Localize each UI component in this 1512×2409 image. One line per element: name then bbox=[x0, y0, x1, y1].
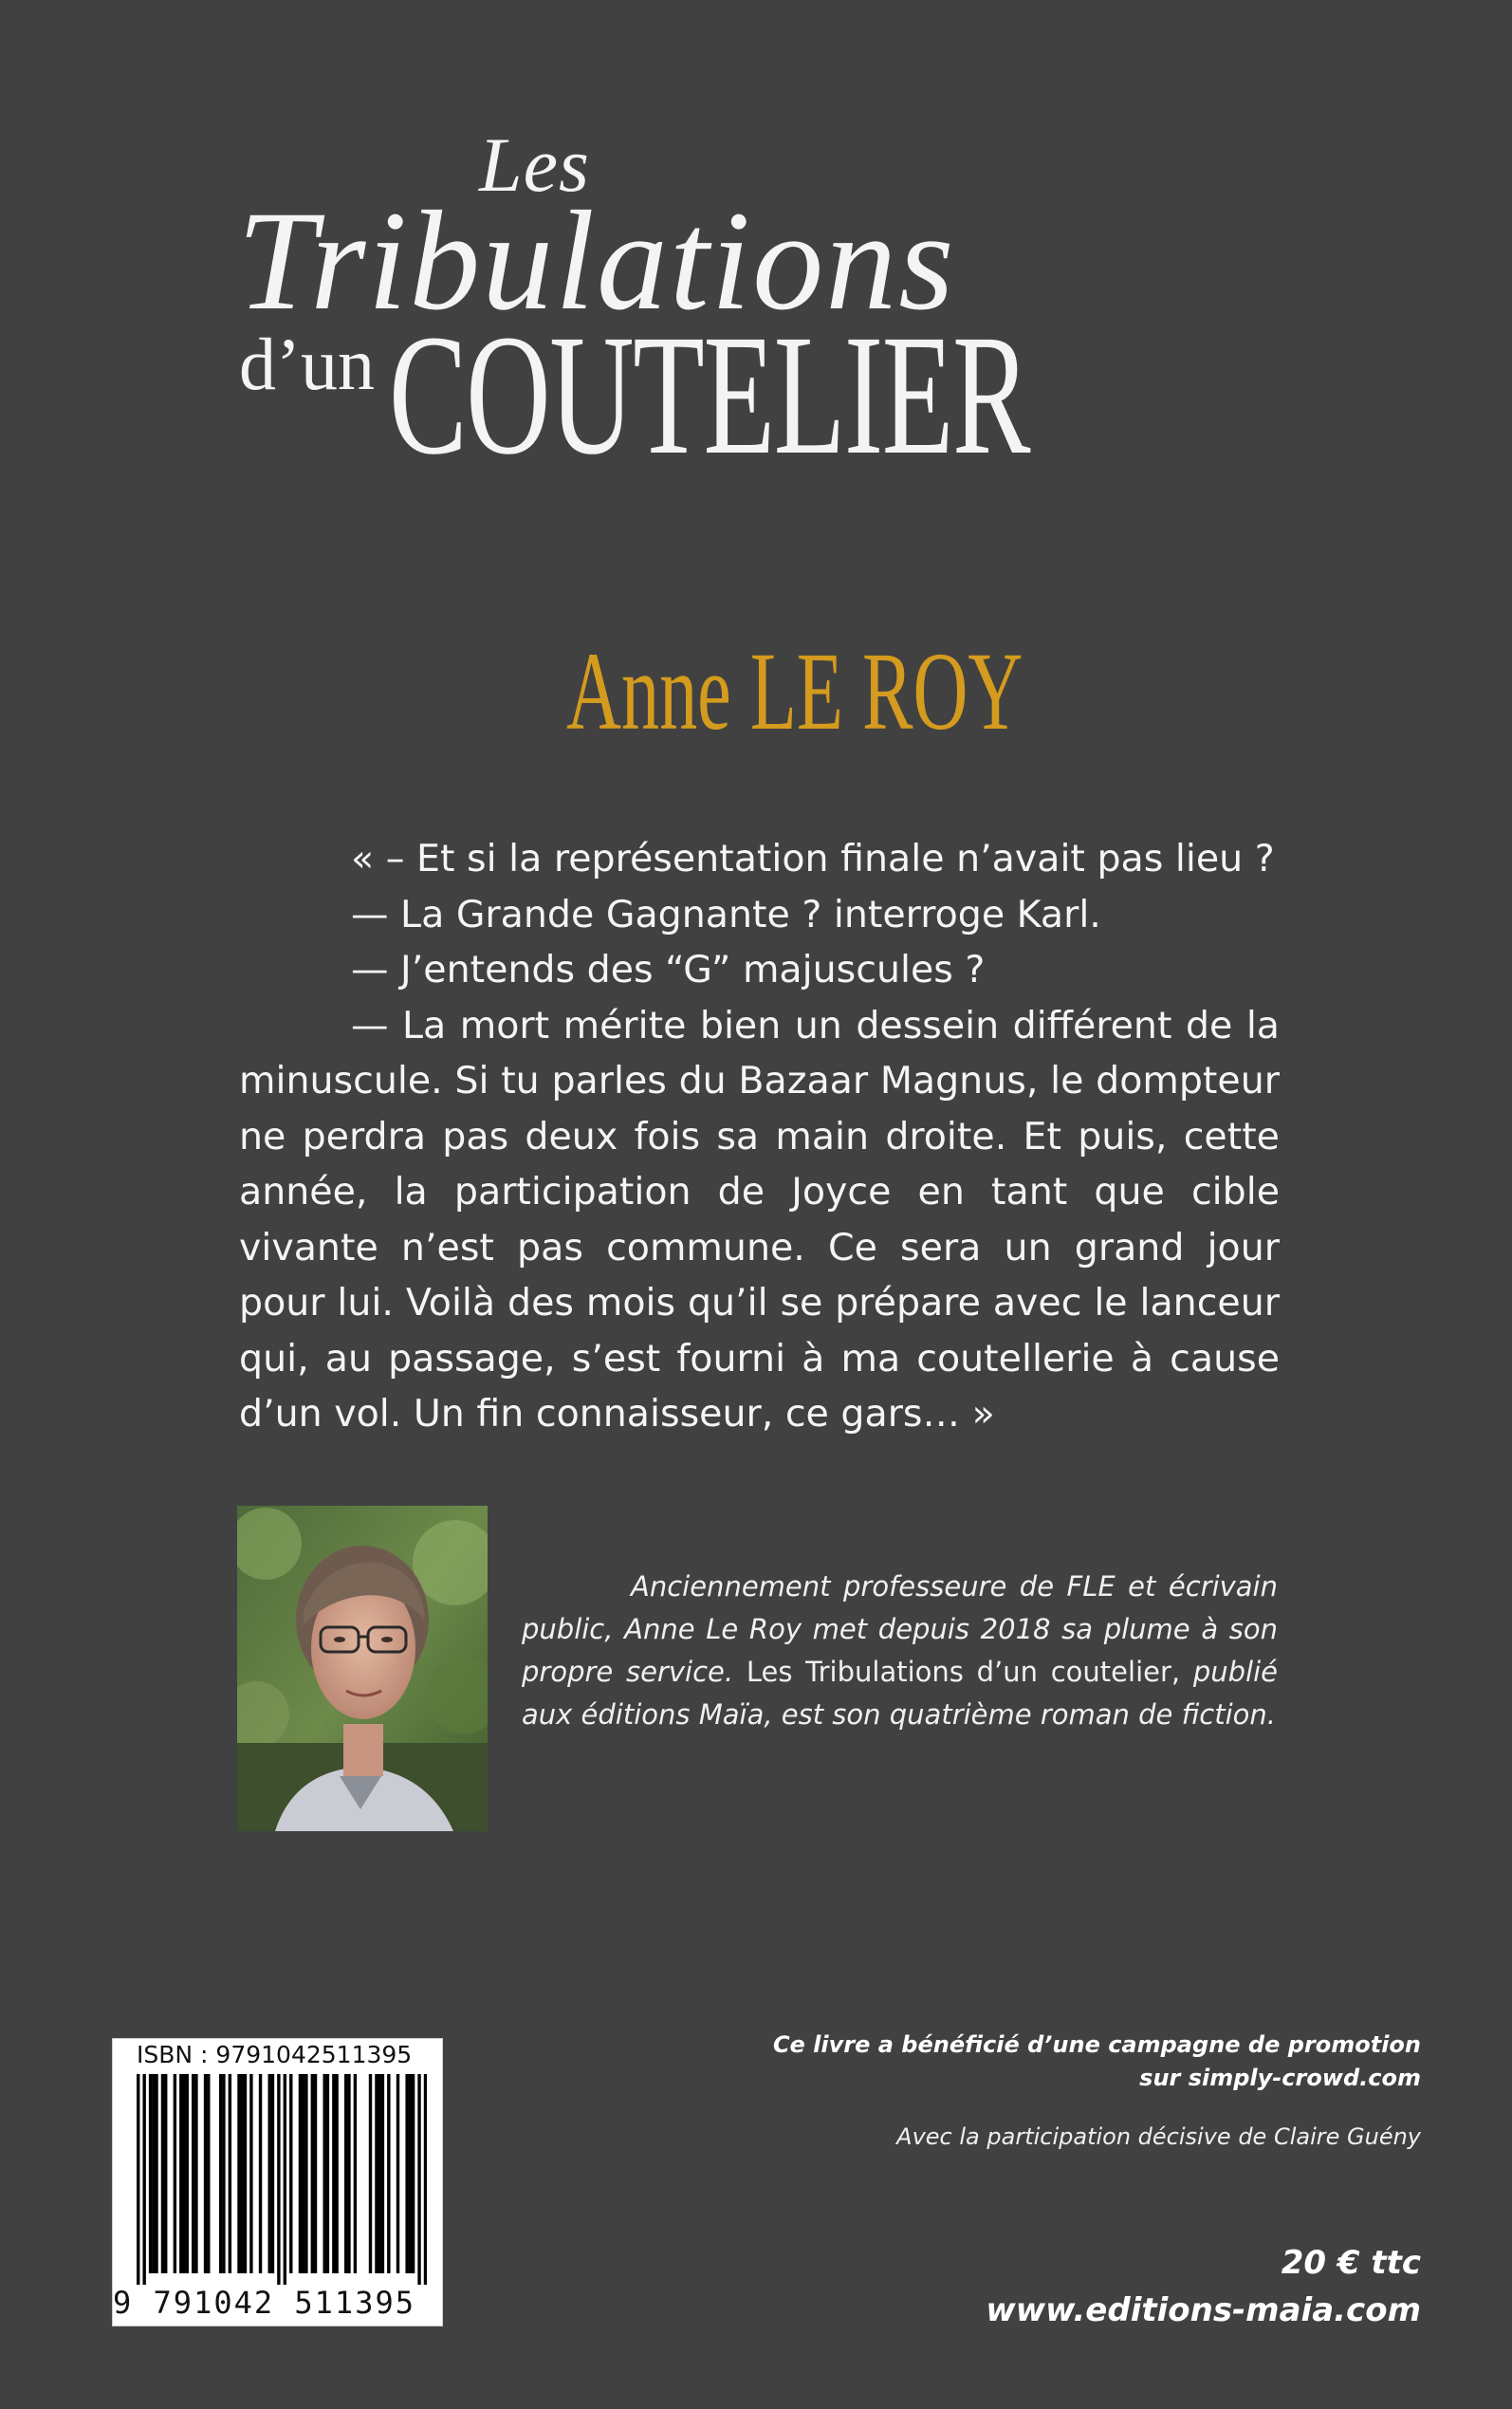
barcode-bar bbox=[149, 2074, 152, 2273]
author-name: Anne LE ROY bbox=[566, 629, 1023, 753]
title-tribulations: Tribulations bbox=[237, 182, 956, 340]
barcode-bar bbox=[249, 2074, 252, 2273]
bio-book-title: Les Tribulations d’un coutelier, bbox=[733, 1656, 1193, 1688]
excerpt-line-1: « – Et si la représentation finale n’avait pas lieu ? bbox=[351, 837, 1275, 880]
bio-part-3: publié aux éditions Maïa, est son quatrième roman de fiction. bbox=[522, 1656, 1279, 1731]
barcode-digits: 9 791042 511395 bbox=[113, 2285, 415, 2321]
barcode-bar bbox=[179, 2074, 182, 2273]
isbn-label: ISBN : 9791042511395 bbox=[137, 2041, 413, 2068]
back-cover-excerpt bbox=[239, 831, 1280, 1442]
excerpt-line-3: — J’entends des “G” majuscules ? bbox=[351, 948, 986, 991]
barcode-bar bbox=[277, 2074, 280, 2285]
barcode-bars bbox=[137, 2074, 427, 2289]
barcode-bar bbox=[271, 2074, 274, 2273]
publisher-website: www.editions-maia.com bbox=[986, 2291, 1421, 2329]
barcode-bar bbox=[417, 2074, 420, 2285]
barcode-bar bbox=[387, 2074, 390, 2273]
barcode-bar bbox=[152, 2074, 155, 2273]
barcode-bar bbox=[164, 2074, 167, 2273]
barcode-bar bbox=[326, 2074, 329, 2273]
title-les: Les bbox=[479, 121, 590, 208]
barcode-bar bbox=[219, 2074, 222, 2273]
barcode-bar bbox=[229, 2074, 231, 2273]
barcode-bar bbox=[207, 2074, 210, 2273]
barcode-bar bbox=[142, 2074, 145, 2285]
barcode-bar bbox=[405, 2074, 408, 2273]
barcode-bar bbox=[186, 2074, 189, 2273]
barcode-bar bbox=[299, 2074, 302, 2273]
barcode-bar bbox=[204, 2074, 207, 2273]
title-coutelier: COUTELIER bbox=[389, 300, 1030, 491]
participation-note: Avec la participation décisive de Claire Guény bbox=[896, 2123, 1421, 2150]
barcode-bar bbox=[244, 2074, 247, 2273]
barcode-bar bbox=[302, 2074, 304, 2273]
barcode-bar bbox=[174, 2074, 176, 2273]
barcode-bar bbox=[323, 2074, 325, 2273]
barcode-bar bbox=[396, 2074, 399, 2273]
barcode-bar bbox=[237, 2074, 240, 2273]
barcode-bar bbox=[369, 2074, 372, 2273]
barcode-bar bbox=[289, 2074, 292, 2273]
barcode-bar bbox=[304, 2074, 307, 2273]
barcode-bar bbox=[378, 2074, 380, 2273]
excerpt-line-4: — La mort mérite bien un dessein différent de la minuscule. Si tu parles du Bazaar Magnus, le dompteur ne perdra pas deux fois sa main droite. Et puis, cette année, la participation de Joyce en tant que cible vivante n’est pas commune. Ce sera un grand jour pour lui. Voilà des mois qu’il se prépare avec le lanceur qui, au passage, s’est fourni à ma coutellerie à cause d’un vol. Un fin connaisseur, ce gars… » bbox=[239, 1003, 1280, 1436]
barcode-bar bbox=[137, 2074, 139, 2285]
barcode-bar bbox=[314, 2074, 317, 2273]
barcode-bar bbox=[344, 2074, 347, 2273]
author-bio bbox=[522, 1566, 1278, 1736]
barcode-bar bbox=[354, 2074, 357, 2273]
barcode-bar bbox=[241, 2074, 244, 2273]
promotion-line-2: sur simply-crowd.com bbox=[1139, 2065, 1421, 2091]
barcode-bar bbox=[192, 2074, 194, 2273]
barcode-bar bbox=[332, 2074, 335, 2273]
price-label: 20 € ttc bbox=[1281, 2244, 1421, 2282]
barcode-bar bbox=[311, 2074, 314, 2273]
author-photo bbox=[237, 1506, 488, 1831]
barcode-bar bbox=[222, 2074, 225, 2273]
barcode-bar bbox=[155, 2074, 157, 2273]
barcode-bar bbox=[424, 2074, 427, 2285]
barcode-bar bbox=[409, 2074, 412, 2273]
barcode-bar bbox=[161, 2074, 164, 2273]
promotion-line-1: Ce livre a bénéficié d’une campagne de promotion bbox=[772, 2031, 1421, 2058]
barcode-bar bbox=[412, 2074, 415, 2273]
promotion-note bbox=[757, 2029, 1421, 2095]
excerpt-line-2: — La Grande Gagnante ? interroge Karl. bbox=[351, 892, 1101, 936]
title-dun: d’un bbox=[239, 323, 375, 405]
barcode-bar bbox=[194, 2074, 197, 2273]
barcode-bar bbox=[182, 2074, 185, 2273]
barcode-bar bbox=[381, 2074, 384, 2273]
barcode-bar bbox=[284, 2074, 286, 2285]
barcode-bar bbox=[375, 2074, 378, 2273]
barcode-bar bbox=[335, 2074, 338, 2273]
barcode-bar bbox=[347, 2074, 350, 2273]
barcode-bar bbox=[259, 2074, 262, 2273]
barcode-bar bbox=[268, 2074, 271, 2273]
bio-part-1: Anciennement professeure de FLE et écrivain public, Anne Le Roy met depuis 2018 sa plume à son propre service. bbox=[522, 1570, 1278, 1688]
